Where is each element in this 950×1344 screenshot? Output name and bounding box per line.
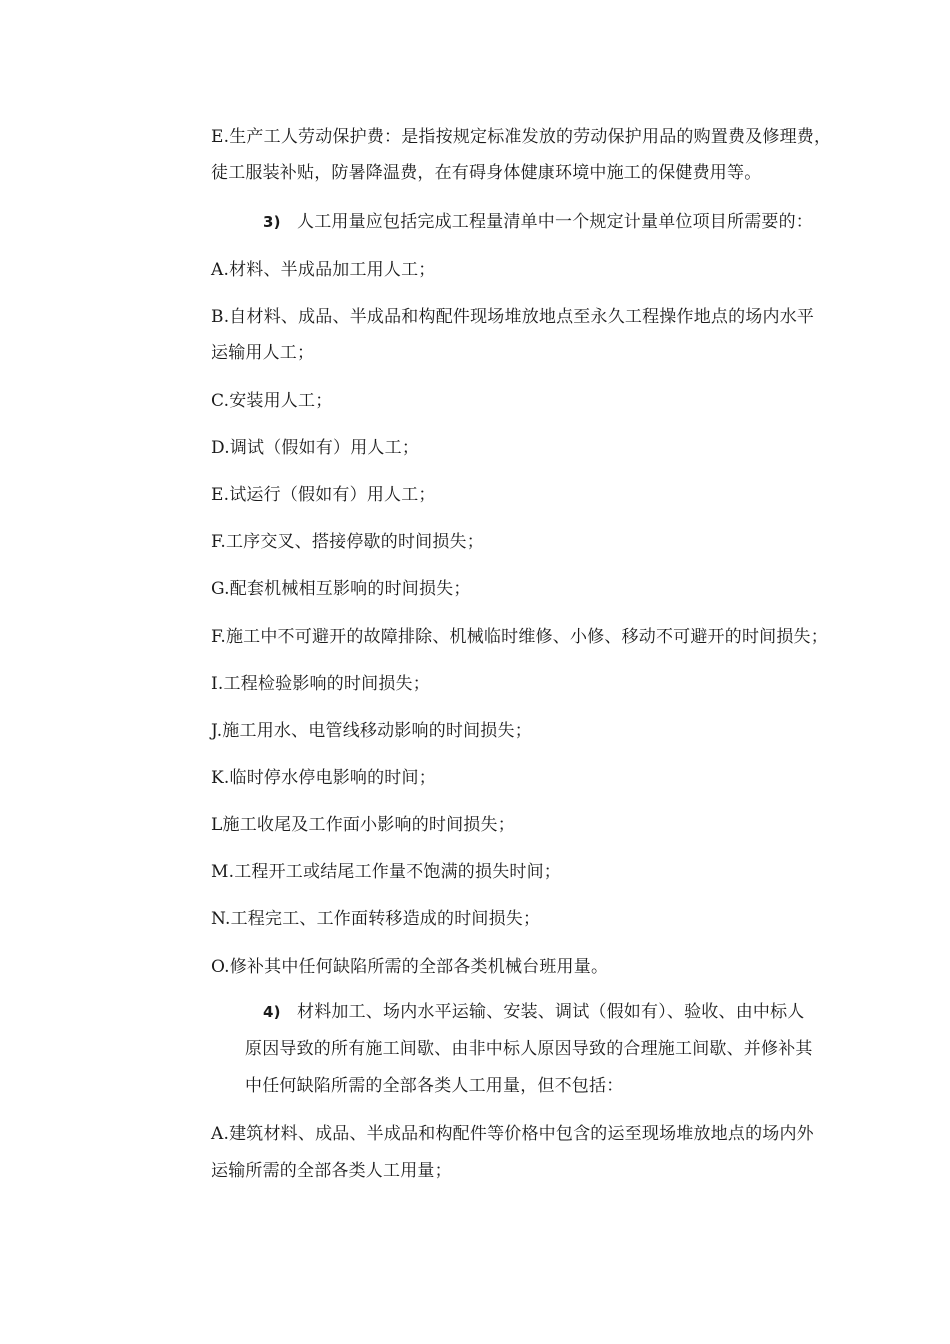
list-item-d: D.调试（假如有）用人工；: [211, 438, 420, 458]
list-4-item-a-line-1: A.建筑材料、成品、半成品和构配件等价格中包含的运至现场堆放地点的场内外: [211, 1124, 814, 1144]
list-item-o: O.修补其中任何缺陷所需的全部各类机械台班用量。: [211, 957, 609, 977]
paragraph-e-line-1: E.生产工人劳动保护费：是指按规定标准发放的劳动保护用品的购置费及修理费，: [211, 127, 832, 147]
list-item-n: N.工程完工、工作面转移造成的时间损失；: [211, 909, 541, 929]
list-item-k: K.临时停水停电影响的时间；: [211, 768, 436, 788]
list-item-c: C.安装用人工；: [211, 391, 333, 411]
list-item-l: L施工收尾及工作面小影响的时间损失；: [211, 815, 515, 835]
item-4-number: 4): [263, 1003, 281, 1021]
list-item-f-second: F.施工中不可避开的故障排除、机械临时维修、小修、移动不可避开的时间损失；: [211, 627, 828, 647]
list-item-j: J.施工用水、电管线移动影响的时间损失；: [211, 721, 532, 741]
list-item-a: A.材料、半成品加工用人工；: [211, 260, 436, 280]
list-item-e: E.试运行（假如有）用人工；: [211, 485, 436, 505]
list-item-i: I.工程检验影响的时间损失；: [211, 674, 430, 694]
item-4-text-line-1: 材料加工、场内水平运输、安装、调试（假如有）、验收、由中标人: [297, 1002, 805, 1022]
item-4-line-3: 中任何缺陷所需的全部各类人工用量，但不包括：: [245, 1076, 624, 1096]
item-4-line-2: 原因导致的所有施工间歇、由非中标人原因导致的合理施工间歇、并修补其: [245, 1039, 813, 1059]
item-3-number: 3): [263, 213, 281, 231]
list-item-b-line-2: 运输用人工；: [211, 343, 315, 363]
list-item-g: G.配套机械相互影响的时间损失；: [211, 579, 471, 599]
list-item-m: M.工程开工或结尾工作量不饱满的损失时间；: [211, 862, 562, 882]
item-3-text: 人工用量应包括完成工程量清单中一个规定计量单位项目所需要的：: [297, 212, 813, 232]
list-item-f: F.工序交叉、搭接停歇的时间损失；: [211, 532, 484, 552]
list-4-item-a-line-2: 运输所需的全部各类人工用量；: [211, 1161, 452, 1181]
item-3-heading: [263, 211, 813, 233]
item-4-line-1: [263, 1001, 805, 1023]
paragraph-e-line-2: 徒工服装补贴，防暑降温费，在有碍身体健康环境中施工的保健费用等。: [211, 163, 762, 183]
list-item-b-line-1: B.自材料、成品、半成品和构配件现场堆放地点至永久工程操作地点的场内水平: [211, 307, 815, 327]
